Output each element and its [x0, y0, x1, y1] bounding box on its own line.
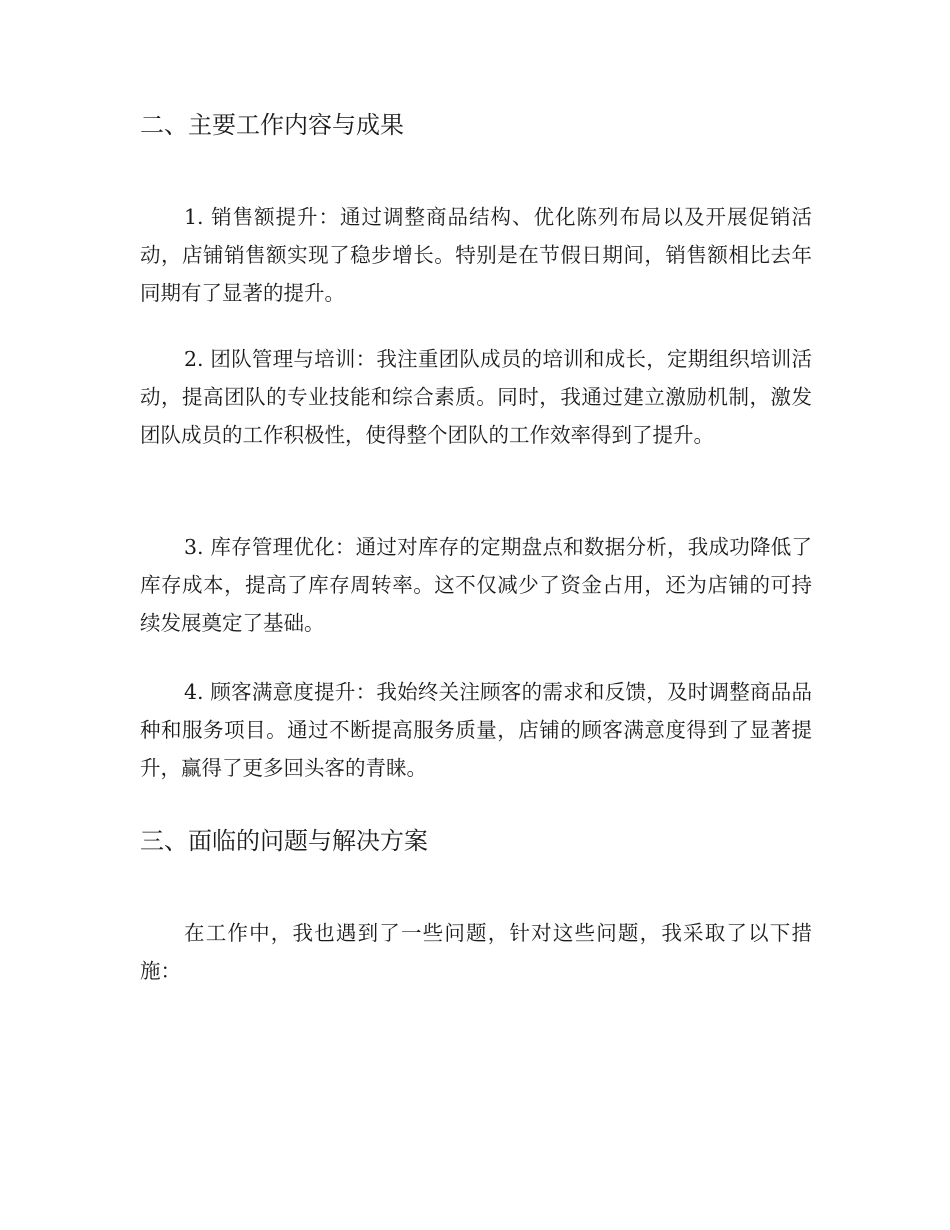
paragraph-inventory-optimization: 3. 库存管理优化：通过对库存的定期盘点和数据分析，我成功降低了库存成本，提高了库存周转率。这不仅减少了资金占用，还为店铺的可持续发展奠定了基础。 — [140, 535, 812, 635]
paragraph-measures-intro: 在工作中，我也遇到了一些问题，针对这些问题，我采取了以下措施： — [140, 921, 812, 983]
paragraph-team-management: 2. 团队管理与培训：我注重团队成员的培训和成长，定期组织培训活动，提高团队的专业技能和综合素质。同时，我通过建立激励机制，激发团队成员的工作积极性，使得整个团队的工作效率得到了提升。 — [140, 347, 812, 447]
section-heading-main-work: 二、主要工作内容与成果 — [140, 111, 404, 139]
paragraph-sales-growth: 1. 销售额提升：通过调整商品结构、优化陈列布局以及开展促销活动，店铺销售额实现了稳步增长。特别是在节假日期间，销售额相比去年同期有了显著的提升。 — [140, 205, 812, 305]
paragraph-customer-satisfaction: 4. 顾客满意度提升：我始终关注顾客的需求和反馈，及时调整商品品种和服务项目。通过不断提高服务质量，店铺的顾客满意度得到了显著提升，赢得了更多回头客的青睐。 — [140, 680, 812, 780]
section-heading-problems-solutions: 三、面临的问题与解决方案 — [140, 827, 428, 855]
